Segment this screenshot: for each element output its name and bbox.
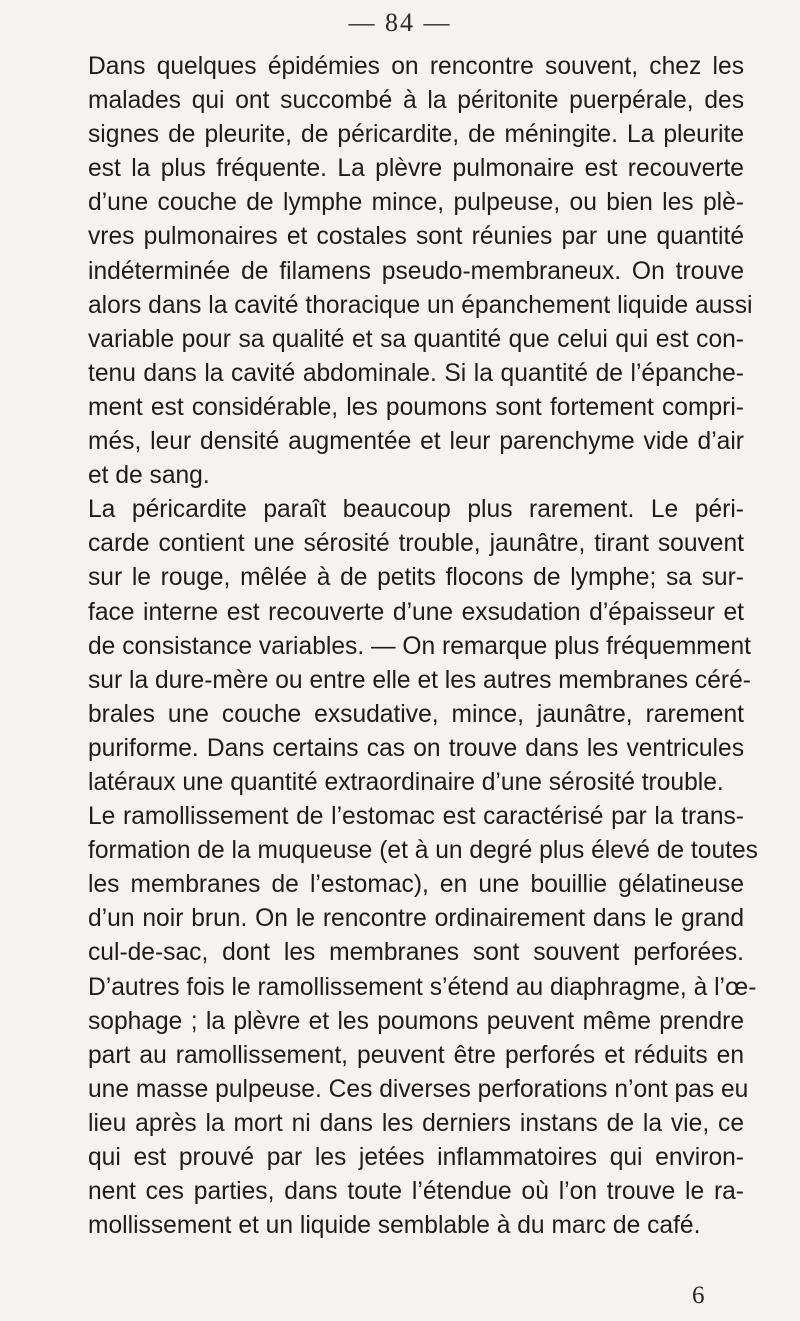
text-line: part au ramollissement, peuvent être perforés et réduits en <box>88 1041 744 1069</box>
text-line: cul-de-sac, dont les membranes sont souvent perforées. <box>88 939 744 967</box>
text-line: lieu après la mort ni dans les derniers instans de la vie, ce <box>88 1109 744 1137</box>
paragraph-2 <box>88 493 751 800</box>
page-number: — 84 — <box>348 8 452 37</box>
text-line: formation de la muqueuse (et à un degré plus élevé de toutes <box>88 837 758 865</box>
text-line: qui est prouvé par les jetées inflammatoires qui environ- <box>88 1144 744 1171</box>
text-line: variable pour sa qualité et sa quantité que celui qui est con- <box>88 325 744 353</box>
text-line: une masse pulpeuse. Ces diverses perforations n’ont pas eu <box>88 1075 749 1103</box>
body-text <box>88 50 758 1243</box>
text-line: D’autres fois le ramollissement s’étend au diaphragme, à l’œ- <box>88 973 757 1001</box>
text-line: vres pulmonaires et costales sont réunies par une quantité <box>88 223 744 251</box>
text-line: carde contient une sérosité trouble, jaunâtre, tirant souvent <box>88 530 744 558</box>
paragraph-1 <box>88 50 753 493</box>
text-line: Le ramollissement de l’estomac est caractérisé par la trans- <box>88 803 744 831</box>
signature-mark: 6 <box>692 1282 705 1309</box>
text-line: latéraux une quantité extraordinaire d’une sérosité trouble. <box>88 768 724 796</box>
text-line: alors dans la cavité thoracique un épanchement liquide aussi <box>88 291 753 319</box>
text-line: indéterminée de filamens pseudo-membraneux. On trouve <box>88 257 744 285</box>
text-line: sur le rouge, mêlée à de petits flocons de lymphe; sa sur- <box>88 564 744 592</box>
text-line: de consistance variables. — On remarque plus fréquemment <box>88 632 751 660</box>
text-line: et de sang. <box>88 462 210 490</box>
text-line: sophage ; la plèvre et les poumons peuvent même prendre <box>88 1007 744 1035</box>
text-line: puriforme. Dans certains cas on trouve dans les ventricules <box>88 734 744 762</box>
paragraph-3 <box>88 800 758 1243</box>
text-line: brales une couche exsudative, mince, jaunâtre, rarement <box>88 700 744 728</box>
text-line: les membranes de l’estomac), en une bouillie gélatineuse <box>88 871 744 899</box>
text-line: mollissement et un liquide semblable à du marc de café. <box>88 1212 701 1240</box>
text-line: tenu dans la cavité abdominale. Si la quantité de l’épanche- <box>88 359 744 387</box>
text-line: més, leur densité augmentée et leur parenchyme vide d’air <box>88 428 744 456</box>
text-line: d’une couche de lymphe mince, pulpeuse, ou bien les plè- <box>88 189 744 217</box>
text-line: nent ces parties, dans toute l’étendue où l’on trouve le ra- <box>88 1178 744 1206</box>
text-line: Dans quelques épidémies on rencontre souvent, chez les <box>88 53 744 80</box>
text-line: est la plus fréquente. La plèvre pulmonaire est recouverte <box>88 155 744 183</box>
text-line: sur la dure-mère ou entre elle et les autres membranes céré- <box>88 666 751 694</box>
text-line: La péricardite paraît beaucoup plus rarement. Le péri- <box>88 496 744 524</box>
text-line: d’un noir brun. On le rencontre ordinairement dans le grand <box>88 905 744 933</box>
text-line: malades qui ont succombé à la péritonite puerpérale, des <box>88 87 744 115</box>
text-line: face interne est recouverte d’une exsudation d’épaisseur et <box>88 598 744 626</box>
text-line: ment est considérable, les poumons sont fortement compri- <box>88 393 744 421</box>
text-line: signes de pleurite, de péricardite, de méningite. La pleurite <box>88 121 744 149</box>
